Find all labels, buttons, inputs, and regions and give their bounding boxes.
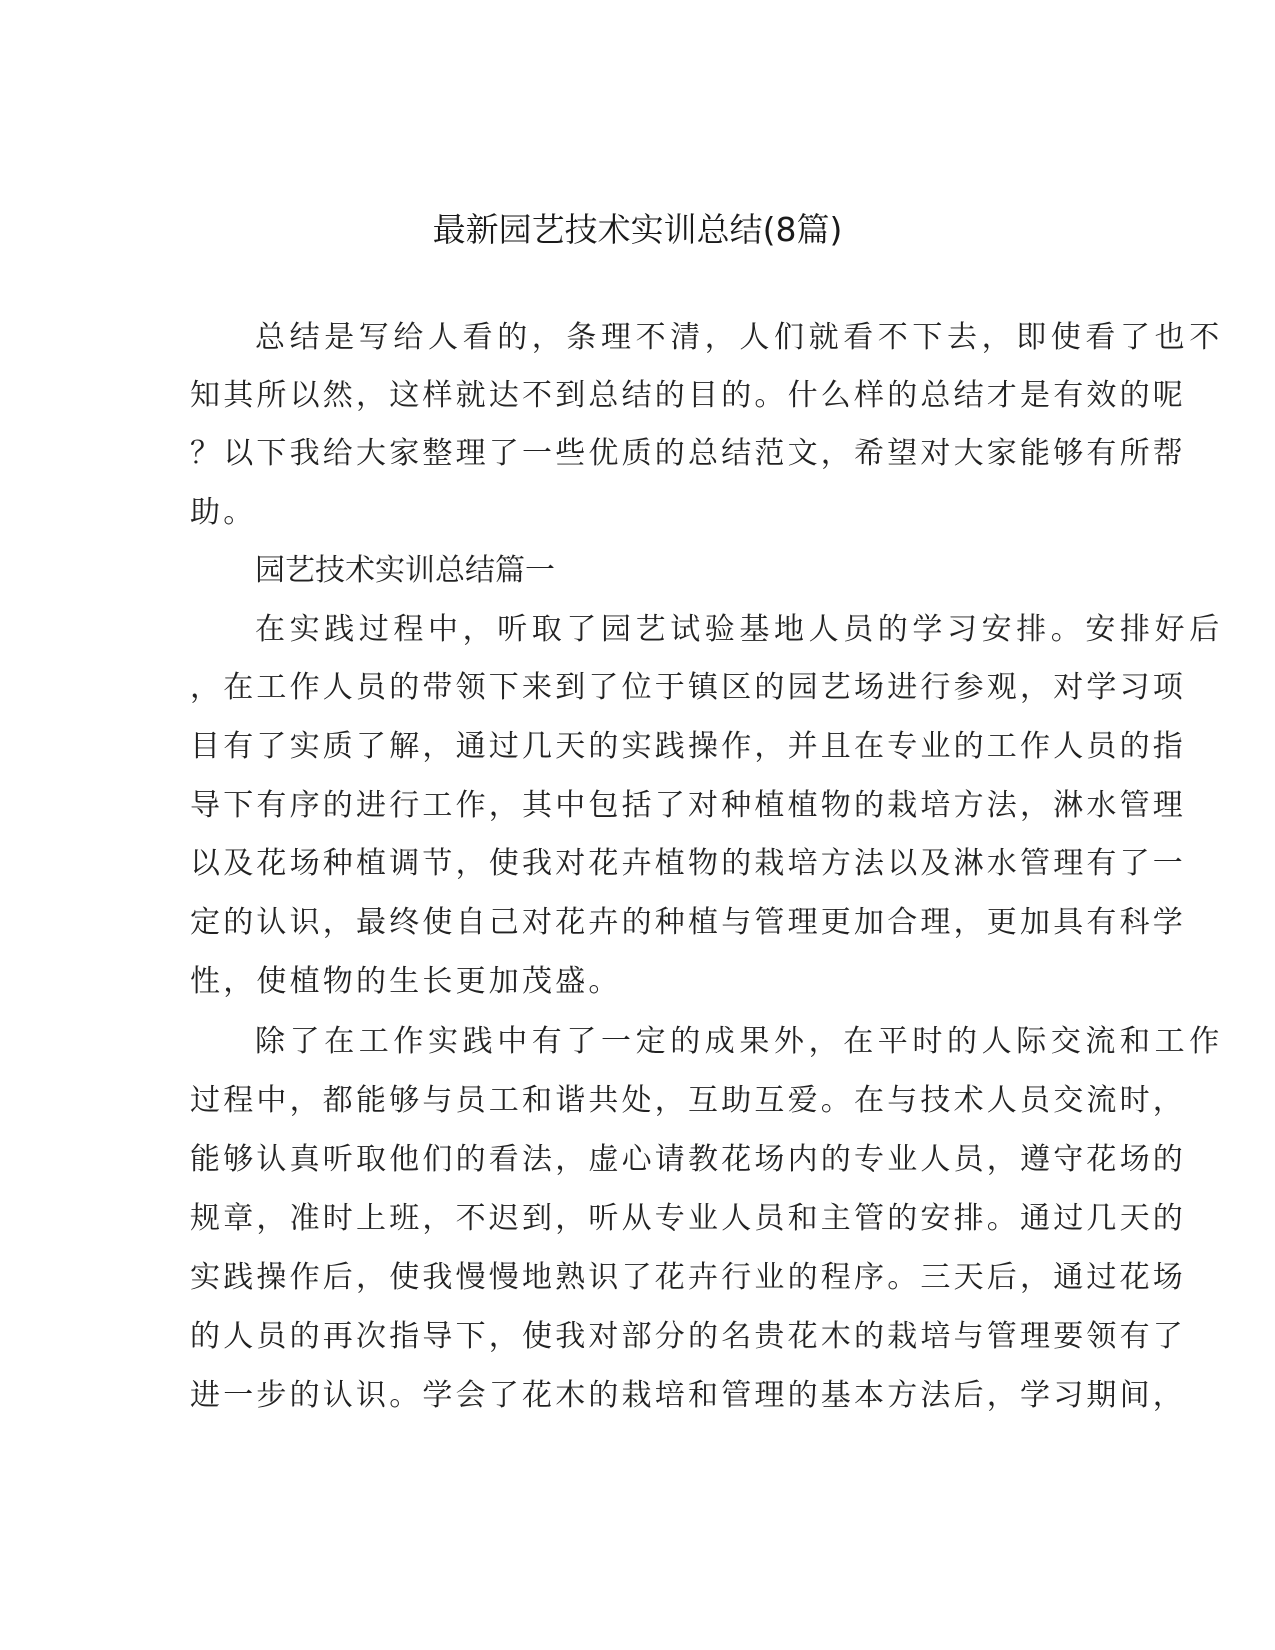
- paragraph-line: 以及花场种植调节，使我对花卉植物的栽培方法以及淋水管理有了一: [190, 846, 1186, 881]
- paragraph-line: 性，使植物的生长更加茂盛。: [190, 964, 622, 999]
- paragraph-line: 规章，准时上班，不迟到，听从专业人员和主管的安排。通过几天的: [190, 1201, 1186, 1236]
- paragraph-line: 定的认识，最终使自己对花卉的种植与管理更加合理，更加具有科学: [190, 905, 1186, 940]
- paragraph-line: 总结是写给人看的，条理不清，人们就看不下去，即使看了也不: [255, 320, 1224, 355]
- paragraph-line: 过程中，都能够与员工和谐共处，互助互爱。在与技术人员交流时，: [190, 1083, 1186, 1118]
- paragraph-line: 在实践过程中，听取了园艺试验基地人员的学习安排。安排好后: [255, 612, 1224, 647]
- paragraph-line: 实践操作后，使我慢慢地熟识了花卉行业的程序。三天后，通过花场: [190, 1260, 1186, 1295]
- paragraph-line: 除了在工作实践中有了一定的成果外，在平时的人际交流和工作: [255, 1024, 1224, 1059]
- paragraph-line: 知其所以然，这样就达不到总结的目的。什么样的总结才是有效的呢: [190, 378, 1186, 413]
- paragraph-line: 进一步的认识。学会了花木的栽培和管理的基本方法后，学习期间，: [190, 1378, 1186, 1413]
- paragraph-line: ？以下我给大家整理了一些优质的总结范文，希望对大家能够有所帮: [190, 436, 1186, 471]
- paragraph-line: 的人员的再次指导下，使我对部分的名贵花木的栽培与管理要领有了: [190, 1319, 1186, 1354]
- paragraph-line: 能够认真听取他们的看法，虚心请教花场内的专业人员，遵守花场的: [190, 1142, 1186, 1177]
- paragraph-line: 助。: [190, 495, 257, 530]
- paragraph-line: ，在工作人员的带领下来到了位于镇区的园艺场进行参观，对学习项: [190, 670, 1186, 705]
- paragraph-line: 目有了实质了解，通过几天的实践操作，并且在专业的工作人员的指: [190, 729, 1186, 764]
- section-heading: 园艺技术实训总结篇一: [255, 553, 555, 588]
- paragraph-line: 导下有序的进行工作，其中包括了对种植植物的栽培方法，淋水管理: [190, 788, 1186, 823]
- document-title: 最新园艺技术实训总结(8篇): [432, 210, 843, 249]
